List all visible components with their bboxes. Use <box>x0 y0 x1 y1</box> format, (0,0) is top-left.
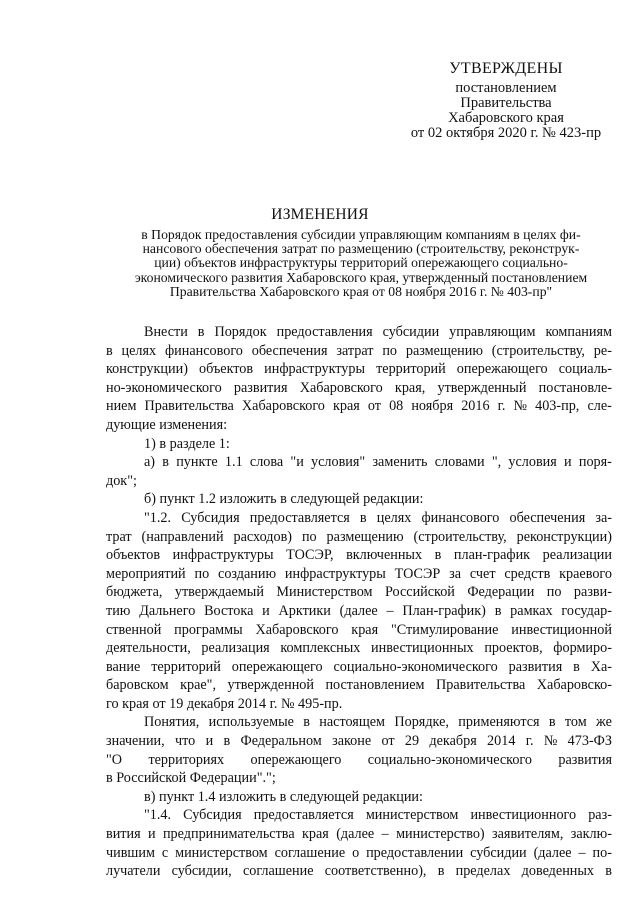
word: мероприятий <box>106 565 186 582</box>
word: соглашение <box>242 863 314 880</box>
word: (направлений <box>141 528 224 545</box>
word: значении, <box>106 733 165 750</box>
word: сле- <box>587 398 612 415</box>
body-line <box>106 528 612 547</box>
word: "Стимулирование <box>390 621 499 638</box>
word: в <box>359 509 367 526</box>
word: Субсидия <box>183 807 242 824</box>
word: 2016 <box>461 398 490 415</box>
approval-heading: УТВЕРЖДЕНЫ <box>449 60 563 77</box>
word: обеспечения <box>509 509 586 526</box>
body-line <box>106 397 612 416</box>
word: нием <box>106 398 137 415</box>
word: тию <box>106 602 131 619</box>
subtitle-line: в Порядок предоставления субсидии управляющим компаниям в целях фи- <box>141 227 581 242</box>
word: Федеральном <box>240 733 322 750</box>
word: целях <box>121 342 157 359</box>
word: Хабаровского <box>299 379 383 396</box>
word: постановле- <box>538 379 612 396</box>
word: счет <box>469 565 496 582</box>
word: раз- <box>588 807 612 824</box>
body-line <box>106 862 612 881</box>
word: по <box>382 342 398 359</box>
word: инфраструктуры <box>284 565 386 582</box>
word: размещению <box>405 342 483 359</box>
word: Российской <box>384 584 455 601</box>
word: (далее <box>336 826 375 843</box>
word: и <box>205 733 214 750</box>
body-line: го края от 19 декабря 2014 г. № 495-пр. <box>106 695 343 712</box>
word: (далее <box>339 602 378 619</box>
word: но-экономического <box>106 379 222 396</box>
word: в <box>573 658 580 675</box>
word: и <box>564 454 572 471</box>
word: 29 <box>404 733 420 750</box>
body-line <box>106 360 612 379</box>
body-line <box>106 713 612 732</box>
word: постановлением <box>325 677 425 694</box>
word: условия" <box>311 454 366 471</box>
body-line <box>106 751 612 770</box>
word: по <box>301 528 317 545</box>
word: – <box>386 602 394 619</box>
word: предоставляется <box>253 807 354 824</box>
word: инфраструктуры <box>172 547 274 564</box>
word: в <box>494 602 502 619</box>
word: Хабаровского <box>255 621 339 638</box>
word: соглашение <box>274 844 346 861</box>
word: (строительству, <box>413 528 507 545</box>
word: законе <box>332 733 372 750</box>
body-line <box>106 546 612 565</box>
word: территорий <box>376 361 446 378</box>
word: Дальнего <box>139 602 196 619</box>
word: объектов <box>106 547 161 564</box>
body-line <box>106 379 612 398</box>
word: 403-пр, <box>535 398 580 415</box>
word: в <box>197 324 205 340</box>
word: поря- <box>578 454 612 471</box>
word: за <box>449 565 462 582</box>
word: а) <box>144 454 156 471</box>
word: опережающего <box>250 751 342 768</box>
body-line <box>106 621 612 640</box>
document-title: ИЗМЕНЕНИЯ <box>271 206 369 223</box>
word: министерством <box>365 807 459 824</box>
word: территориях <box>148 751 225 768</box>
word: программы <box>174 621 243 638</box>
word: опережающего <box>456 361 548 378</box>
word: в <box>162 454 169 471</box>
word: ноября <box>411 398 454 415</box>
word: Хабаровского <box>241 398 325 415</box>
word: обеспечения <box>251 342 328 359</box>
word: развития <box>558 751 612 768</box>
word: края <box>332 398 360 415</box>
word: вание <box>106 658 141 675</box>
body-line <box>106 658 612 677</box>
body-line: в) пункт 1.4 изложить в следующей редакции: <box>144 788 423 805</box>
word: чившим <box>106 844 155 861</box>
word: 1.1 <box>224 454 243 471</box>
word: социально-экономического <box>367 751 532 768</box>
body-line: дующие изменения: <box>106 416 228 433</box>
word: Хабаровско- <box>536 677 612 694</box>
word: за- <box>595 509 612 526</box>
approval-line: Правительства <box>460 95 552 111</box>
word: включенных <box>346 547 423 564</box>
word: настоящем <box>319 714 386 731</box>
word: Министерством <box>276 584 373 601</box>
word: деятельности, <box>106 640 191 657</box>
word: о <box>352 844 360 861</box>
subtitle-line: экономического развития Хабаровского края, утвержденный постановлением <box>134 269 588 285</box>
word: финансового <box>164 342 243 359</box>
word: предоставляется <box>249 509 350 526</box>
word: и <box>148 826 156 843</box>
word: № <box>513 398 528 415</box>
word: объектов <box>198 361 254 378</box>
word: ТОСЭР, <box>286 547 334 564</box>
body-line <box>106 323 612 342</box>
word: размещению <box>326 528 404 545</box>
word: в <box>303 714 310 731</box>
word: же <box>596 714 612 731</box>
word: края, <box>394 379 426 396</box>
word: Правительства <box>436 677 526 694</box>
word: утверждаемый <box>174 584 264 601</box>
word: края <box>351 621 379 638</box>
word: развития <box>508 658 563 675</box>
word: "О <box>106 751 123 768</box>
body-line <box>106 602 612 621</box>
word: краевого <box>559 565 612 582</box>
subtitle-line: ции) объектов инфраструктуры территорий опережающего социально- <box>154 255 568 271</box>
word: что <box>175 733 196 750</box>
body-line <box>106 583 612 602</box>
word: ственной <box>106 621 162 638</box>
word: от <box>381 733 395 750</box>
word: компаниям <box>545 324 612 340</box>
word: конструкции) <box>106 361 188 378</box>
word: в <box>548 714 556 731</box>
word: том <box>564 714 587 731</box>
word: Ха- <box>590 658 612 675</box>
word: Субсидия <box>181 509 240 526</box>
word: средств <box>504 565 551 582</box>
word: расходов) <box>233 528 293 545</box>
word: затрат <box>336 342 374 359</box>
body-line <box>106 825 612 844</box>
word: заявителям, <box>492 826 564 843</box>
word: утвержденной <box>227 677 314 694</box>
word: пределах <box>455 863 511 880</box>
word: бюджета, <box>106 584 163 601</box>
word: баровском <box>106 677 169 694</box>
word: инвестиционного <box>470 807 577 824</box>
body-line <box>106 639 612 658</box>
word: применяются <box>458 714 540 731</box>
body-line <box>106 806 612 825</box>
word: Порядок <box>214 324 267 340</box>
word: разви- <box>573 584 612 601</box>
word: слова <box>249 454 284 471</box>
word: Правительства <box>144 398 234 415</box>
word: ТОСЭР <box>394 565 441 582</box>
word: доведенных <box>521 863 595 880</box>
body-line <box>106 732 612 751</box>
word: план-график <box>453 547 531 564</box>
word: инвестиционной <box>511 621 612 638</box>
word: социально-экономического <box>333 658 498 675</box>
word: лучатели <box>106 863 161 880</box>
word: Внести <box>144 324 188 340</box>
word: Федерации <box>467 584 535 601</box>
approval-line: постановлением <box>455 80 557 96</box>
word: и <box>262 602 270 619</box>
word: предоставлении <box>366 844 464 861</box>
word: вития <box>106 826 141 843</box>
word: ", <box>491 454 502 471</box>
word: в <box>605 863 612 880</box>
document-body <box>106 323 612 881</box>
word: инфраструктуры <box>264 361 366 378</box>
word: заменить <box>372 454 428 471</box>
word: № <box>543 733 558 750</box>
subtitle-line: нансового обеспечения затрат по размещению (строительству, реконструк- <box>142 241 580 257</box>
word: словами <box>434 454 485 471</box>
word: реализация <box>201 640 270 657</box>
body-line: б) пункт 1.2 изложить в следующей редакции: <box>144 491 424 508</box>
body-line: 1) в разделе 1: <box>144 435 230 452</box>
word: предоставления <box>276 324 373 340</box>
body-line <box>106 844 612 863</box>
word: развития <box>233 379 288 396</box>
word: министерство) <box>396 826 485 843</box>
word: проектов, <box>484 640 543 657</box>
word: формиро- <box>553 640 612 657</box>
word: декабря <box>429 733 477 750</box>
word: субсидии, <box>171 863 232 880</box>
word: с <box>161 844 169 861</box>
word: "1.4. <box>144 807 172 824</box>
word: по <box>194 565 210 582</box>
word: Арктики <box>278 602 331 619</box>
word: реконструкции) <box>516 528 612 545</box>
word: 08 <box>389 398 404 415</box>
word: ре- <box>593 342 612 359</box>
word: территорий <box>151 658 221 675</box>
word: используемые <box>208 714 294 731</box>
word: Понятия, <box>144 714 200 731</box>
word: комплексных <box>280 640 361 657</box>
word: "1.2. <box>144 509 172 526</box>
word: 2014 <box>487 733 516 750</box>
word: пункте <box>176 454 218 471</box>
approval-line: Хабаровского края <box>448 110 564 126</box>
word: План-график) <box>402 602 486 619</box>
word: г. <box>497 398 506 415</box>
word: опережающего <box>231 658 323 675</box>
body-line <box>106 565 612 584</box>
word: предпринимательства <box>162 826 295 843</box>
word: государ- <box>561 602 612 619</box>
word: реализации <box>542 547 612 564</box>
word: заклю- <box>570 826 612 843</box>
word: от <box>367 398 381 415</box>
word: целях <box>376 509 412 526</box>
word: соответственно), <box>324 863 427 880</box>
word: рамках <box>510 602 553 619</box>
word: 473-ФЗ <box>567 733 612 750</box>
document-subtitle <box>110 228 612 299</box>
body-line <box>106 509 612 528</box>
body-line: док"; <box>106 472 137 489</box>
word: по- <box>592 844 612 861</box>
word: – <box>578 844 586 861</box>
word: в <box>437 863 445 880</box>
approval-block <box>400 60 612 141</box>
word: края <box>302 826 329 843</box>
word: условия <box>508 454 557 471</box>
word: утвержденный <box>437 379 527 396</box>
word: управляющим <box>449 324 536 340</box>
word: в <box>434 547 442 564</box>
word: министерством <box>175 844 268 861</box>
word: в <box>106 342 113 359</box>
word: "и <box>290 454 304 471</box>
word: г. <box>525 733 534 750</box>
word: Порядке, <box>394 714 449 731</box>
word: социаль- <box>558 361 612 378</box>
body-line <box>106 453 612 472</box>
body-line <box>106 342 612 361</box>
word: субсидии <box>382 324 440 340</box>
word: – <box>381 826 389 843</box>
word: субсидии <box>470 844 527 861</box>
word: инвестиционных <box>371 640 474 657</box>
word: в <box>223 733 231 750</box>
word: созданию <box>218 565 277 582</box>
word: Востока <box>204 602 254 619</box>
word: (далее <box>533 844 572 861</box>
word: трат <box>106 528 132 545</box>
subtitle-line: Правительства Хабаровского края от 08 ноября 2016 г. № 403-пр" <box>169 283 553 299</box>
word: по <box>546 584 562 601</box>
word: крае", <box>180 677 216 694</box>
approval-line: от 02 октября 2020 г. № 423-пр <box>410 125 602 141</box>
body-line: в Российской Федерации"."; <box>106 770 276 787</box>
word: финансового <box>421 509 500 526</box>
body-line <box>106 676 612 695</box>
word: (строительству, <box>491 342 585 359</box>
